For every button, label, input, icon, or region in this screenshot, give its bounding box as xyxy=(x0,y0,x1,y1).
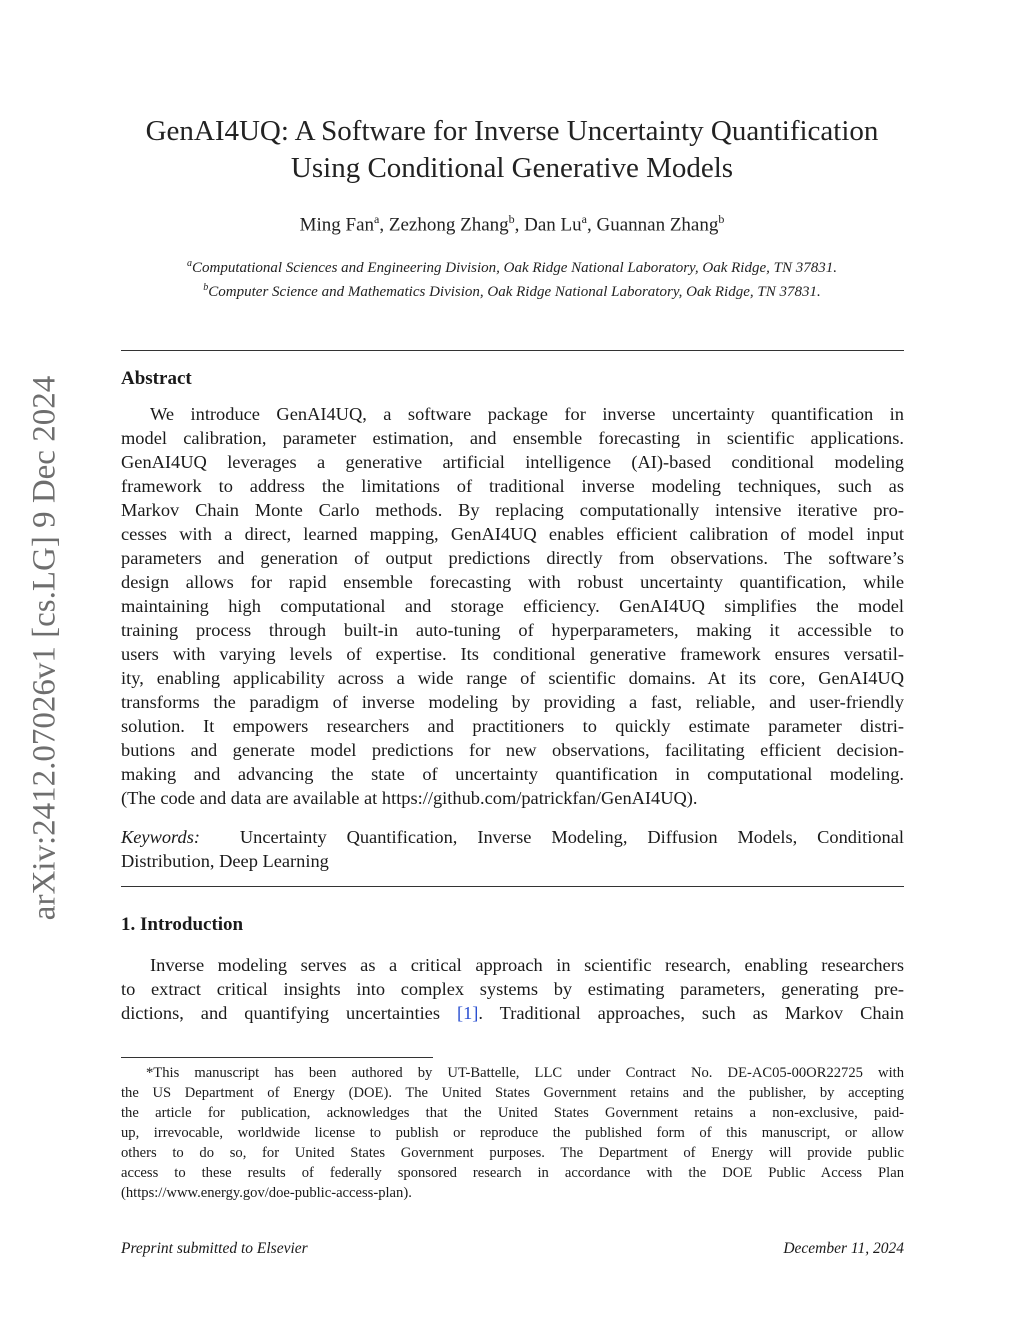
abstract-heading: Abstract xyxy=(121,368,192,389)
abstract-line: cesses with a direct, learned mapping, GenAI4UQ enables efficient calibration of model input xyxy=(121,524,904,544)
arxiv-identifier: arXiv:2412.07026v1 [cs.LG] 9 Dec 2024 xyxy=(26,375,63,921)
paper-title xyxy=(121,113,903,187)
author-name: Ming Fan xyxy=(299,214,375,236)
author-name: Dan Lu xyxy=(524,214,582,236)
abstract-line: We introduce GenAI4UQ, a software package for inverse uncertainty quantification in xyxy=(150,404,904,424)
footnote-line: (https://www.energy.gov/doe-public-access-plan). xyxy=(121,1185,412,1201)
introduction-heading: 1. Introduction xyxy=(121,914,244,935)
footnote-divider xyxy=(121,1057,433,1058)
abstract-line: Markov Chain Monte Carlo methods. By replacing computationally intensive iterative pro- xyxy=(121,500,904,520)
introduction-line: Inverse modeling serves as a critical approach in scientific research, enabling researchers xyxy=(150,955,904,975)
footnote-line: up, irrevocable, worldwide license to publish or reproduce the published form of this manuscript, or allow xyxy=(121,1125,904,1141)
affiliations xyxy=(121,254,903,302)
abstract-line: design allows for rapid ensemble forecasting with robust uncertainty quantification, while xyxy=(121,572,904,592)
footnote-line: the article for publication, acknowledges that the United States Government retains a non-exclusive, paid- xyxy=(121,1105,904,1121)
author-list: Ming Fan$^a$, Zezhong Zhang$^b$, Dan Lu$^a$, Guannan Zhang$^b$ xyxy=(299,212,725,236)
abstract-line: butions and generate model predictions for new observations, facilitating efficient decision- xyxy=(121,740,904,760)
abstract-line: training process through built-in auto-tuning of hyperparameters, making it accessible to xyxy=(121,620,904,640)
footnote-line: access to these results of federally sponsored research in accordance with the DOE Public Access Plan xyxy=(121,1165,904,1181)
abstract-line: users with varying levels of expertise. Its conditional generative framework ensures versatil- xyxy=(121,644,904,664)
title-line: Using Conditional Generative Models xyxy=(290,152,734,184)
bottom-divider xyxy=(121,886,904,887)
citation-link[interactable]: [1] xyxy=(456,1003,479,1023)
abstract-line: making and advancing the state of uncertainty quantification in computational modeling. xyxy=(121,764,904,784)
affiliation-mark: a xyxy=(187,258,193,269)
keywords-line: Distribution, Deep Learning xyxy=(121,851,329,871)
keywords xyxy=(121,825,904,873)
footnote-line: the US Department of Energy (DOE). The United States Government retains and the publisher, by accepting xyxy=(121,1085,904,1101)
introduction-text: . Traditional approaches, such as Markov Chain xyxy=(478,1003,904,1023)
author-affiliation-mark: a xyxy=(374,212,380,226)
author-name: Zezhong Zhang xyxy=(388,214,509,236)
affiliation-line xyxy=(121,254,903,278)
affiliation-mark: b xyxy=(203,282,209,293)
affiliation-text: Computer Science and Mathematics Division, Oak Ridge National Laboratory, Oak Ridge, TN 37831. xyxy=(208,284,821,300)
author-name: Guannan Zhang xyxy=(596,214,719,236)
abstract-body xyxy=(121,402,904,810)
abstract-line: model calibration, parameter estimation, and ensemble forecasting in scientific applications. xyxy=(121,428,904,448)
footnote xyxy=(121,1063,904,1203)
footer-date: December 11, 2024 xyxy=(783,1240,904,1257)
keywords-label: Keywords: xyxy=(121,827,201,847)
abstract-line: GenAI4UQ leverages a generative artificial intelligence (AI)-based conditional modeling xyxy=(121,452,904,472)
top-divider xyxy=(121,350,904,351)
author-affiliation-mark: b xyxy=(718,212,725,226)
author-affiliation-mark: a xyxy=(581,212,587,226)
footer-preprint-note: Preprint submitted to Elsevier xyxy=(121,1240,308,1257)
keywords-text: Uncertainty Quantification, Inverse Modeling, Diffusion Models, Conditional xyxy=(239,827,904,847)
affiliation-line xyxy=(121,278,903,302)
abstract-line: ity, enabling applicability across a wide range of scientific domains. At its core, GenAI4UQ xyxy=(121,668,904,688)
introduction-line xyxy=(121,1001,904,1025)
abstract-line: parameters and generation of output predictions directly from observations. The software’s xyxy=(121,548,904,568)
abstract-line: (The code and data are available at https://github.com/patrickfan/GenAI4UQ). xyxy=(121,788,698,808)
introduction-text: dictions, and quantifying uncertainties xyxy=(121,1003,457,1023)
introduction-body xyxy=(121,953,904,1025)
abstract-line: solution. It empowers researchers and practitioners to quickly estimate parameter distri- xyxy=(121,716,904,736)
footnote-line: others to do so, for United States Government purposes. The Department of Energy will provide public xyxy=(121,1145,904,1161)
abstract-line: maintaining high computational and storage efficiency. GenAI4UQ simplifies the model xyxy=(121,596,904,616)
affiliation-text: Computational Sciences and Engineering Division, Oak Ridge National Laboratory, Oak Ridge, TN 37831. xyxy=(192,260,837,276)
abstract-line: transforms the paradigm of inverse modeling by providing a fast, reliable, and user-friendly xyxy=(121,692,904,712)
introduction-line: to extract critical insights into complex systems by estimating parameters, generating pre- xyxy=(121,979,904,999)
keywords-line xyxy=(121,825,904,849)
abstract-line: framework to address the limitations of traditional inverse modeling techniques, such as xyxy=(121,476,904,496)
title-line: GenAI4UQ: A Software for Inverse Uncertainty Quantification xyxy=(145,115,879,147)
author-affiliation-mark: b xyxy=(508,212,515,226)
footnote-line: *This manuscript has been authored by UT-Battelle, LLC under Contract No. DE-AC05-00OR22725 with xyxy=(146,1065,904,1081)
